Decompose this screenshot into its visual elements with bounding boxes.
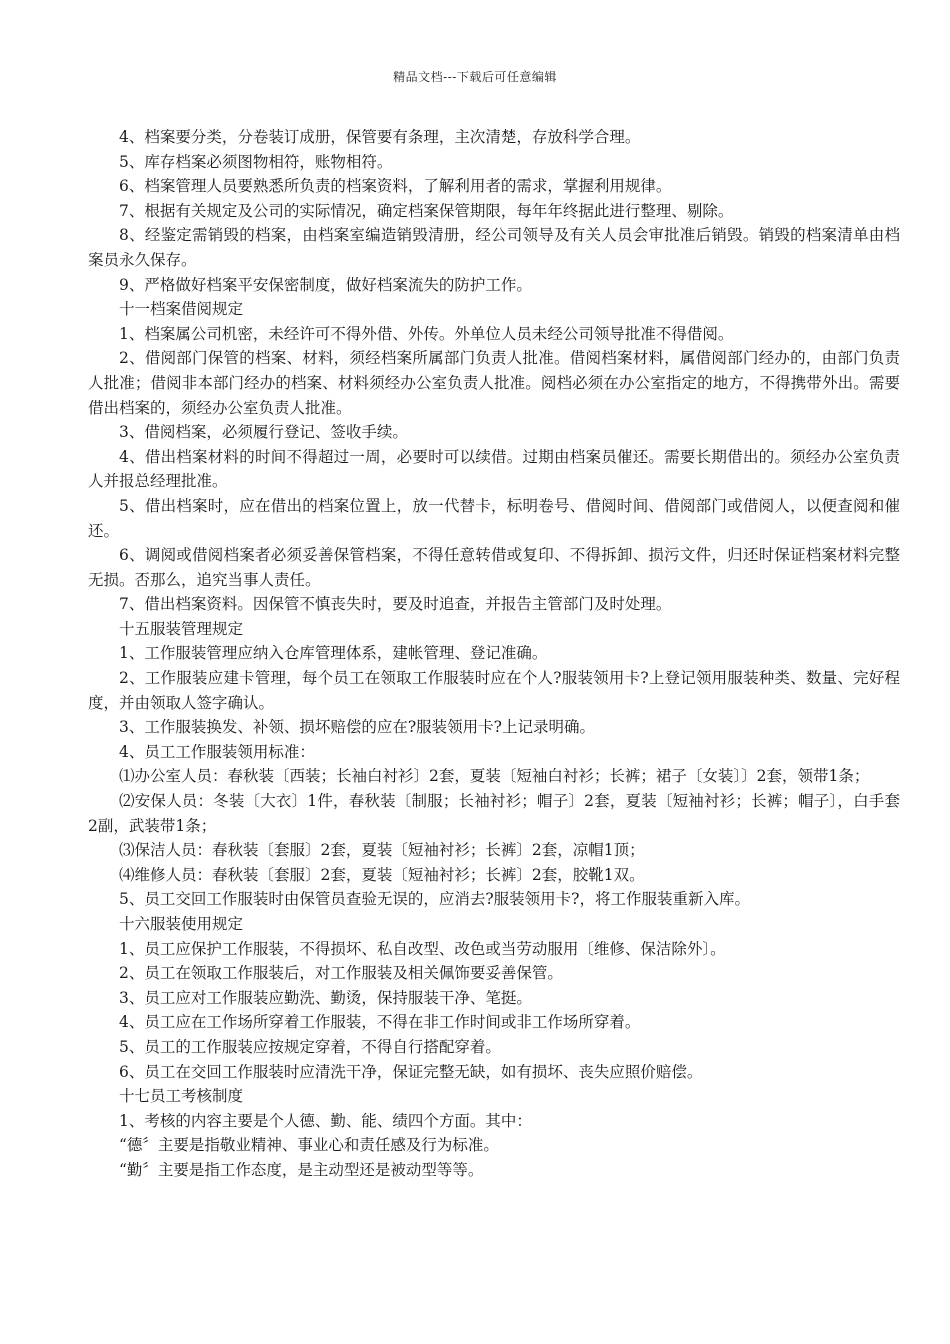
paragraph: 9、严格做好档案平安保密制度，做好档案流失的防护工作。 [119,275,532,294]
list-item: ⑶保洁人员：春秋装〔套服〕2套，夏装〔短袖衬衫；长裤〕2套，凉帽1顶； [119,841,645,860]
paragraph: “德〞主要是指敬业精神、事业心和责任感及行为标准。 [119,1136,499,1155]
paragraph: 4、员工工作服装领用标准： [119,742,315,761]
paragraph: 5、员工的工作服装应按规定穿着，不得自行搭配穿着。 [119,1037,501,1056]
paragraph: 6、调阅或借阅档案者必须妥善保管档案，不得任意转借或复印、不得拆卸、损污文件，归还时保证档案材料完整无损。否那么，追究当事人责任。 [88,546,900,589]
section-heading: 十六服装使用规定 [119,915,244,933]
paragraph: 2、借阅部门保管的档案、材料，须经档案所属部门负责人批准。借阅档案材料，属借阅部门经办的，由部门负责人批准；借阅非本部门经办的档案、材料须经办公室负责人批准。阅档必须在办公室指定的地方，不得携带外出。需要借出档案的，须经办公室负责人批准。 [88,349,900,417]
paragraph: 3、工作服装换发、补领、损坏赔偿的应在?服装领用卡?上记录明确。 [119,718,595,737]
list-item: ⑵安保人员：冬装〔大衣〕1件，春秋装〔制服；长袖衬衫；帽子〕2套，夏装〔短袖衬衫；长裤；帽子〕，白手套2副，武装带1条； [88,792,900,835]
paragraph: 5、员工交回工作服装时由保管员查验无误的，应消去?服装领用卡?，将工作服装重新入库。 [119,890,750,909]
paragraph: 7、根据有关规定及公司的实际情况，确定档案保管期限，每年年终据此进行整理、剔除。 [119,201,734,220]
paragraph: 1、档案属公司机密，未经许可不得外借、外传。外单位人员未经公司领导批准不得借阅。 [119,324,734,343]
paragraph: 7、借出档案资料。因保管不慎丧失时，要及时追查，并报告主管部门及时处理。 [119,595,672,614]
paragraph: 5、借出档案时，应在借出的档案位置上，放一代替卡，标明卷号、借阅时间、借阅部门或借阅人，以便查阅和催还。 [88,496,900,540]
paragraph: 3、借阅档案，必须履行登记、签收手续。 [119,423,408,442]
paragraph: 1、考核的内容主要是个人德、勤、能、绩四个方面。其中： [119,1111,532,1130]
section-heading: 十一档案借阅规定 [119,300,244,319]
paragraph: 4、员工应在工作场所穿着工作服装，不得在非工作时间或非工作场所穿着。 [119,1013,641,1032]
paragraph: 1、工作服装管理应纳入仓库管理体系，建帐管理、登记准确。 [119,644,548,663]
paragraph: “勤〞主要是指工作态度，是主动型还是被动型等等。 [119,1160,484,1179]
section-heading: 十七员工考核制度 [119,1087,244,1106]
paragraph: 4、借出档案材料的时间不得超过一周，必要时可以续借。过期由档案员催还。需要长期借出的。须经办公室负责人并报总经理批准。 [88,447,900,491]
paragraph: 8、经鉴定需销毁的档案，由档案室编造销毁清册，经公司领导及有关人员会审批准后销毁。销毁的档案清单由档案员永久保存。 [88,226,900,269]
paragraph: 1、员工应保护工作服装，不得损坏、私自改型、改色或当劳动服用〔维修、保洁除外〕。 [119,939,726,958]
section-heading: 十五服装管理规定 [119,619,244,638]
list-item: ⑷维修人员：春秋装〔套服〕2套，夏装〔短袖衬衫；长裤〕2套，胶靴1双。 [119,865,645,884]
paragraph: 3、员工应对工作服装应勤洗、勤烫，保持服装干净、笔挺。 [119,988,532,1007]
document-body [88,125,900,1183]
page-header: 精品文档---下载后可任意编辑 [393,70,557,84]
list-item: ⑴办公室人员：春秋装〔西装；长袖白衬衫〕2套，夏装〔短袖白衬衫；长裤；裙子〔女装〕〕2套，领带1条； [119,767,870,786]
paragraph: 5、库存档案必须图物相符，账物相符。 [119,152,393,171]
paragraph: 6、员工在交回工作服装时应清洗干净，保证完整无缺，如有损坏、丧失应照价赔偿。 [119,1062,703,1081]
paragraph: 2、员工在领取工作服装后，对工作服装及相关佩饰要妥善保管。 [119,964,563,983]
paragraph: 2、工作服装应建卡管理，每个员工在领取工作服装时应在个人?服装领用卡?上登记领用服装种类、数量、完好程度，并由领取人签字确认。 [88,669,900,712]
paragraph: 4、档案要分类，分卷装订成册，保管要有条理，主次清楚，存放科学合理。 [119,128,641,146]
paragraph: 6、档案管理人员要熟悉所负责的档案资料，了解利用者的需求，掌握利用规律。 [119,177,672,196]
